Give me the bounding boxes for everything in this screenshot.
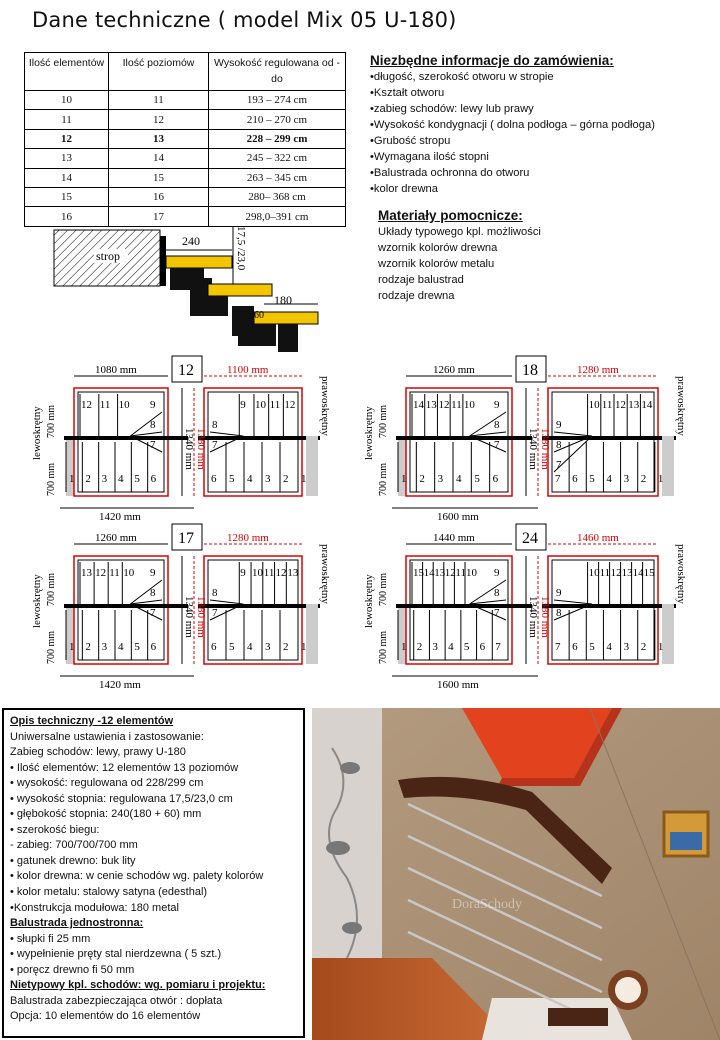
step-number: 5 — [134, 641, 140, 653]
step-profile-diagram — [50, 222, 360, 354]
aux-materials — [378, 208, 541, 304]
step-number: 13 — [621, 567, 633, 579]
step-number: 1 — [301, 641, 307, 653]
step-number: 5 — [463, 641, 470, 653]
dim-depth: 240 — [182, 234, 200, 248]
step-number: 9 — [240, 567, 246, 579]
step-number: 1 — [657, 641, 664, 653]
custom-line: Opcja: 10 elementów do 16 elementów — [10, 1010, 201, 1023]
dim-side-a: 700 mm — [378, 572, 389, 606]
list-item: • Wysokość kondygnacji ( dolna podłoga – górna podłoga) — [370, 117, 655, 133]
step-number: 4 — [247, 641, 253, 653]
label-right-turn: prawoskrętny — [675, 376, 687, 436]
step-number: 2 — [640, 473, 647, 485]
desc-line: • Ilość elementów: 12 elementów 13 poziomów — [10, 761, 239, 774]
wall-right — [662, 604, 674, 664]
label-left-turn: lewoskrętny — [363, 406, 375, 460]
wall-right — [306, 436, 318, 496]
step-number: 7 — [494, 607, 500, 619]
step-number: 14 — [632, 567, 644, 579]
dim-bottom-width: 1600 mm — [437, 679, 479, 690]
desc-line: Zabieg schodów: lewy, prawy U-180 — [10, 746, 186, 759]
balustrade-line: • wypełnienie pręty stal nierdzewna ( 5 szt.) — [10, 948, 222, 961]
step-number: 12 — [284, 399, 296, 411]
col-levels: Ilość poziomów — [109, 53, 209, 91]
cell-elements: 11 — [25, 110, 109, 129]
dim-left-width: 1440 mm — [433, 532, 475, 544]
layout-diagram — [30, 522, 360, 690]
dim-right-height: 1380 mm — [539, 596, 551, 638]
layout-diagram — [362, 354, 692, 522]
step-number: 5 — [229, 473, 235, 485]
step-number: 13 — [425, 399, 437, 411]
dim-right-height: 1380 mm — [195, 596, 207, 638]
dim-right-width: 1460 mm — [577, 532, 619, 544]
step-number: 2 — [283, 473, 289, 485]
label-left-turn: lewoskrętny — [363, 574, 375, 628]
step-number: 11 — [455, 567, 466, 579]
step-number: 3 — [623, 473, 630, 485]
step-number: 11 — [451, 399, 462, 411]
dim-bottom-width: 1420 mm — [99, 679, 141, 690]
step-number: 3 — [265, 641, 271, 653]
dim-height: 17,5 /23,0 — [235, 226, 247, 271]
list-item: rodzaje drewna — [378, 290, 455, 302]
step-number: 4 — [606, 641, 612, 653]
label-left-turn: lewoskrętny — [31, 406, 43, 460]
dim-right-height: 1380 mm — [539, 428, 551, 470]
spec-row — [25, 168, 346, 187]
step-number: 9 — [494, 399, 500, 411]
step-number: 6 — [572, 641, 578, 653]
step-number: 11 — [109, 567, 120, 579]
order-info-heading: Niezbędne informacje do zamówienia: — [370, 53, 614, 68]
desc-line: •Konstrukcja modułowa: 180 metal — [10, 901, 179, 914]
cell-height: 193 – 274 cm — [209, 91, 346, 110]
step-number: 6 — [150, 641, 157, 653]
step-number: 12 — [95, 567, 107, 579]
step-number: 8 — [556, 607, 562, 619]
dim-side-b: 700 mm — [46, 630, 57, 664]
step-number: 12 — [610, 567, 622, 579]
step-number: 3 — [437, 473, 444, 485]
wall-right — [306, 604, 318, 664]
layout-diagram — [30, 354, 360, 522]
cell-elements: 13 — [25, 149, 109, 168]
dim-tread: 180 — [274, 293, 292, 307]
cell-levels: 15 — [109, 168, 209, 187]
step-number: 9 — [556, 419, 562, 431]
list-item: • Kształt otworu — [370, 85, 655, 101]
layout-id: 17 — [178, 530, 194, 547]
list-item: wzornik kolorów metalu — [378, 258, 495, 270]
step-number: 5 — [134, 473, 140, 485]
cell-elements: 15 — [25, 187, 109, 206]
watermark: DoraSchody — [452, 897, 522, 912]
balustrade-line: • poręcz drewno fi 50 mm — [10, 963, 135, 976]
step-number: 7 — [556, 459, 562, 471]
step-number: 5 — [474, 473, 480, 485]
dim-left-height: 1340 mm — [527, 428, 539, 470]
module-3 — [190, 296, 228, 316]
step-number: 8 — [212, 587, 218, 599]
step-number: 14 — [413, 399, 424, 411]
step-number: 10 — [123, 567, 135, 579]
step-number: 2 — [283, 641, 289, 653]
label-right-turn: prawoskrętny — [319, 376, 331, 436]
step-number: 3 — [432, 641, 438, 653]
step-number: 13 — [628, 399, 640, 411]
cell-levels: 17 — [109, 207, 209, 226]
desc-line: • kolor drewna: w cenie schodów wg. palety kolorów — [10, 870, 264, 883]
step-number: 2 — [640, 641, 647, 653]
step-number: 8 — [556, 439, 562, 451]
step-number: 1 — [69, 641, 75, 653]
step-number: 5 — [229, 641, 235, 653]
cell-elements: 14 — [25, 168, 109, 187]
picture-water — [670, 832, 702, 850]
list-item: • długość, szerokość otworu w stropie — [370, 69, 655, 85]
step-number: 15 — [643, 567, 655, 579]
step-number: 2 — [416, 641, 423, 653]
cell-levels: 12 — [109, 110, 209, 129]
technical-description — [2, 708, 305, 1038]
dim-right-height: 1380 mm — [195, 428, 207, 470]
step-number: 4 — [118, 641, 124, 653]
dim-overlap: 60 — [254, 310, 264, 321]
step-number: 14 — [641, 399, 653, 411]
step-number: 1 — [401, 641, 407, 653]
step-number: 6 — [572, 473, 578, 485]
cell-levels: 14 — [109, 149, 209, 168]
step-number: 9 — [556, 587, 562, 599]
cell-elements: 12 — [25, 129, 109, 148]
step-number: 8 — [494, 419, 500, 431]
step-number: 9 — [150, 399, 156, 411]
desc-line: • kolor metalu: stalowy satyna (edesthal) — [10, 886, 208, 899]
step-number: 12 — [275, 567, 287, 579]
step-number: 3 — [101, 473, 108, 485]
dim-side-b: 700 mm — [46, 462, 57, 496]
step-number: 9 — [240, 399, 246, 411]
aux-heading: Materiały pomocnicze: — [378, 208, 523, 223]
step-number: 4 — [606, 473, 612, 485]
step-number: 10 — [252, 567, 264, 579]
balustrade-line: • słupki fi 25 mm — [10, 932, 91, 945]
cell-height: 263 – 345 cm — [209, 168, 346, 187]
list-item: • Wymagana ilość stopni — [370, 149, 655, 165]
step-number: 10 — [588, 567, 600, 579]
spec-row — [25, 110, 346, 129]
step-number: 1 — [401, 473, 407, 485]
desc-line: • wysokość stopnia: regulowana 17,5/23,0 cm — [10, 792, 233, 805]
step-number: 1 — [657, 473, 664, 485]
step-number: 8 — [150, 419, 156, 431]
step-number: 6 — [479, 641, 486, 653]
tread-1 — [166, 256, 232, 268]
desc-line: • głębokość stopnia: 240(180 + 60) mm — [10, 808, 202, 821]
step-number: 13 — [81, 567, 92, 579]
col-height: Wysokość regulowana od - do — [209, 53, 346, 91]
list-item: wzornik kolorów drewna — [378, 242, 498, 254]
desc-line: • gatunek drewno: buk lity — [10, 854, 136, 867]
step-number: 10 — [466, 567, 477, 579]
custom-line: Balustrada zabezpieczająca otwór : dopłata — [10, 994, 223, 1007]
col-elements: Ilość elementów — [25, 53, 109, 91]
label-right-turn: prawoskrętny — [675, 544, 687, 604]
cell-levels: 11 — [109, 91, 209, 110]
dim-left-width: 1080 mm — [95, 364, 137, 376]
tread-2 — [208, 284, 272, 296]
spec-row — [25, 129, 346, 148]
step-number: 8 — [212, 419, 218, 431]
step-number: 1 — [301, 473, 307, 485]
step-number: 6 — [492, 473, 499, 485]
lower-handrail — [548, 1008, 608, 1026]
dim-left-height: 1340 mm — [183, 428, 195, 470]
step-number: 4 — [448, 641, 454, 653]
layout-id: 18 — [522, 362, 538, 379]
list-item: • Balustrada ochronna do otworu — [370, 165, 655, 181]
custom-heading: Nietypowy kpl. schodów: wg. pomiaru i projektu: — [10, 979, 266, 992]
step-number: 15 — [413, 567, 424, 579]
step-number: 10 — [463, 399, 475, 411]
desc-line: • szerokość biegu: — [10, 823, 100, 836]
wallpaper-leaf — [342, 922, 362, 934]
step-number: 4 — [456, 473, 462, 485]
order-info-list — [370, 69, 655, 197]
step-number: 9 — [494, 567, 500, 579]
step-number: 7 — [555, 641, 561, 653]
ceiling-edge — [160, 236, 166, 286]
cell-height: 210 – 270 cm — [209, 110, 346, 129]
dim-side-b: 700 mm — [378, 462, 389, 496]
dim-side-b: 700 mm — [378, 630, 389, 664]
step-number: 12 — [438, 399, 450, 411]
module-6 — [278, 324, 298, 352]
step-number: 6 — [211, 473, 217, 485]
step-number: 8 — [150, 587, 156, 599]
step-number: 7 — [555, 473, 561, 485]
step-number: 14 — [423, 567, 435, 579]
step-number: 13 — [287, 567, 299, 579]
step-number: 8 — [494, 587, 500, 599]
step-number: 2 — [85, 473, 91, 485]
cell-height: 228 – 299 cm — [209, 129, 346, 148]
step-number: 7 — [212, 439, 218, 451]
dim-left-height: 1340 mm — [527, 596, 539, 638]
step-number: 13 — [434, 567, 446, 579]
dim-right-width: 1280 mm — [227, 532, 269, 544]
stairs-photo — [312, 708, 720, 1040]
list-item: rodzaje balustrad — [378, 274, 464, 286]
step-number: 11 — [601, 399, 613, 411]
wallpaper-leaf — [326, 841, 350, 855]
photo-illustration — [312, 708, 720, 1040]
step-number: 11 — [599, 567, 611, 579]
dim-bottom-width: 1420 mm — [99, 511, 141, 522]
spec-row — [25, 149, 346, 168]
step-number: 11 — [263, 567, 275, 579]
step-number: 10 — [254, 399, 266, 411]
step-number: 7 — [494, 439, 500, 451]
desc-line: Uniwersalne ustawienia i zastosowanie: — [10, 730, 204, 743]
strop-label: strop — [96, 249, 120, 263]
cell-elements: 16 — [25, 207, 109, 226]
layout-id: 12 — [178, 362, 194, 379]
wall-right — [662, 436, 674, 496]
step-number: 9 — [150, 567, 156, 579]
dim-left-width: 1260 mm — [95, 532, 137, 544]
step-number: 3 — [265, 473, 271, 485]
cell-height: 298,0–391 cm — [209, 207, 346, 226]
dim-left-height: 1340 mm — [183, 596, 195, 638]
dim-right-width: 1280 mm — [577, 364, 619, 376]
step-number: 10 — [588, 399, 600, 411]
layout-diagram — [362, 522, 692, 690]
spec-row — [25, 91, 346, 110]
balustrade-heading: Balustrada jednostronna: — [10, 917, 144, 930]
dim-left-width: 1260 mm — [433, 364, 475, 376]
dim-bottom-width: 1600 mm — [437, 511, 479, 522]
step-number: 5 — [589, 641, 595, 653]
layout-id: 24 — [522, 530, 538, 547]
step-number: 4 — [118, 473, 124, 485]
desc-line: - zabieg: 700/700/700 mm — [10, 839, 138, 852]
desc-line: • wysokość: regulowana od 228/299 cm — [10, 777, 204, 790]
dim-side-a: 700 mm — [46, 404, 57, 438]
label-right-turn: prawoskrętny — [319, 544, 331, 604]
list-item: • kolor drewna — [370, 181, 655, 197]
step-number: 12 — [81, 399, 92, 411]
step-number: 3 — [101, 641, 108, 653]
step-number: 2 — [419, 473, 425, 485]
step-number: 7 — [495, 641, 501, 653]
wallpaper-leaf — [340, 762, 360, 774]
step-number: 5 — [589, 473, 595, 485]
aux-list — [378, 224, 541, 304]
wall-lamp-glass — [615, 977, 641, 1003]
step-number: 12 — [615, 399, 626, 411]
cell-levels: 16 — [109, 187, 209, 206]
step-number: 11 — [99, 399, 111, 411]
dim-side-a: 700 mm — [378, 404, 389, 438]
dim-side-a: 700 mm — [46, 572, 57, 606]
step-number: 10 — [118, 399, 130, 411]
step-number: 12 — [444, 567, 456, 579]
cell-height: 280– 368 cm — [209, 187, 346, 206]
cell-height: 245 – 322 cm — [209, 149, 346, 168]
cell-levels: 13 — [109, 129, 209, 148]
label-left-turn: lewoskrętny — [31, 574, 43, 628]
module-5 — [238, 324, 276, 346]
step-number: 11 — [269, 399, 281, 411]
page-title: Dane techniczne ( model Mix 05 U-180) — [32, 8, 457, 32]
step-number: 7 — [150, 439, 156, 451]
step-number: 2 — [85, 641, 91, 653]
step-number: 6 — [211, 641, 217, 653]
step-number: 1 — [69, 473, 75, 485]
list-item: Układy typowego kpl. możliwości — [378, 226, 541, 238]
list-item: • zabieg schodów: lewy lub prawy — [370, 101, 655, 117]
desc-heading: Opis techniczny -12 elementów — [10, 715, 174, 727]
order-info — [370, 53, 655, 197]
spec-row — [25, 187, 346, 206]
step-number: 7 — [150, 607, 156, 619]
spec-table — [24, 52, 346, 227]
list-item: • Grubość stropu — [370, 133, 655, 149]
dim-right-width: 1100 mm — [227, 364, 269, 376]
step-number: 6 — [150, 473, 157, 485]
step-number: 3 — [623, 641, 630, 653]
step-number: 4 — [247, 473, 253, 485]
step-number: 7 — [212, 607, 218, 619]
cell-elements: 10 — [25, 91, 109, 110]
